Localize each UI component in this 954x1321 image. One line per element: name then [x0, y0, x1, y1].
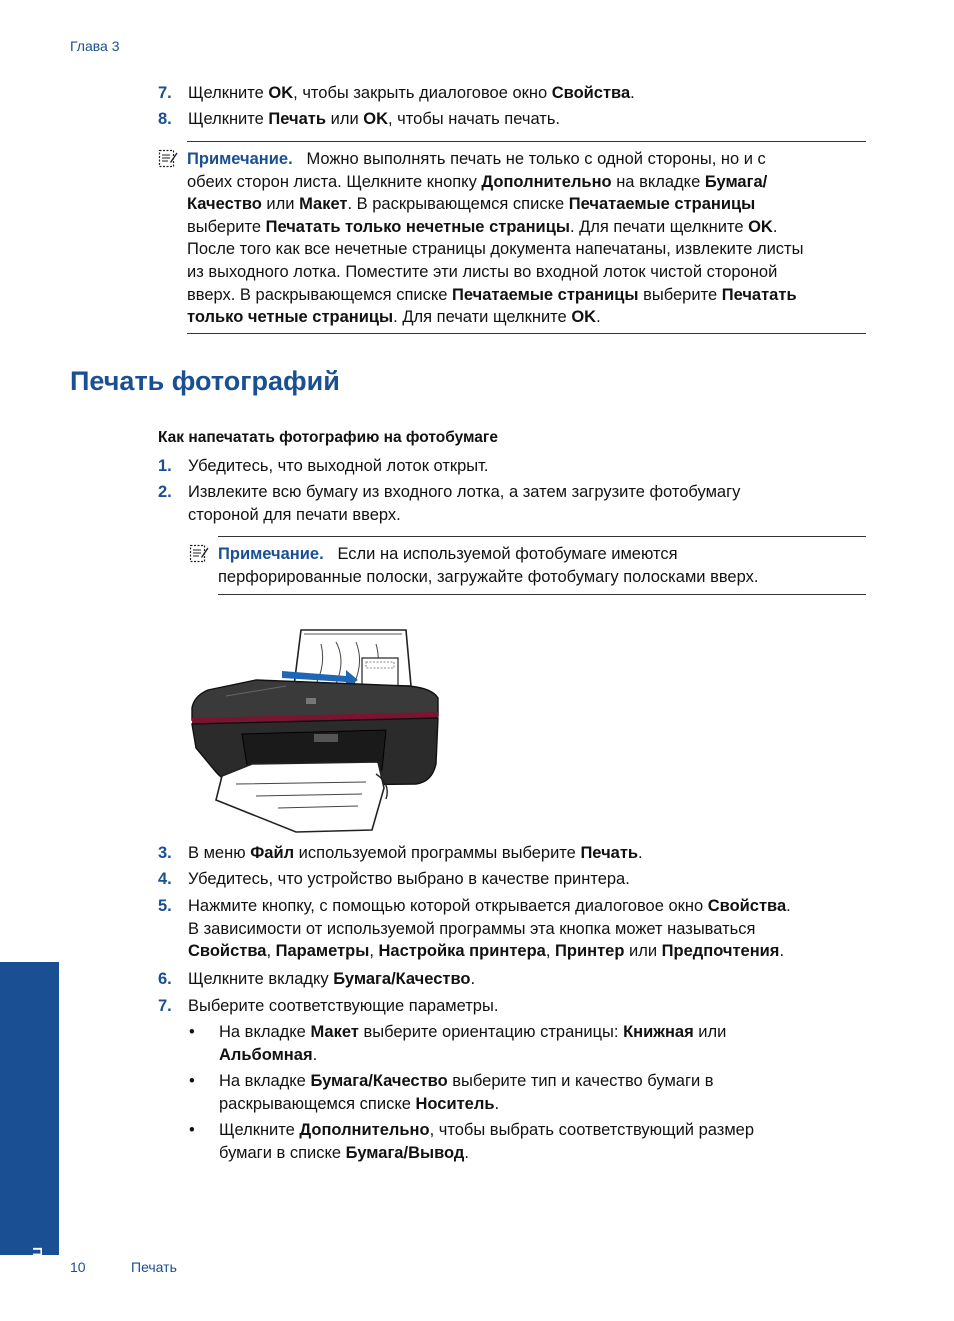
bold-term: Настройка принтера — [378, 942, 546, 961]
text-run: Щелкните — [188, 110, 269, 128]
text-run: Щелкните — [219, 1121, 300, 1139]
text-run: Нажмите кнопку, с помощью которой открывается диалоговое окно — [188, 897, 708, 915]
text-line — [188, 82, 868, 105]
bullet-symbol: • — [189, 1121, 195, 1139]
bold-term: Качество — [187, 195, 262, 214]
text-run: бумаги в списке — [219, 1143, 346, 1162]
text-line — [187, 261, 877, 284]
text-line — [188, 940, 868, 963]
text-line — [188, 108, 868, 131]
note-bottom-rule — [218, 594, 866, 595]
bold-term: Свойства — [188, 942, 267, 961]
bold-term: Альбомная — [219, 1045, 313, 1064]
text-run: выберите — [638, 285, 722, 304]
text-run: . — [779, 942, 785, 961]
text-line — [188, 995, 868, 1018]
step-number: 4. — [158, 870, 172, 888]
step-text — [188, 82, 868, 105]
step-text — [188, 455, 868, 478]
text-run: или — [693, 1023, 727, 1041]
note-block — [218, 543, 878, 588]
bold-term: Печатать только нечетные страницы — [265, 217, 570, 236]
bold-term: Бумага/Качество — [333, 970, 471, 988]
text-run: , — [369, 942, 379, 961]
bold-term: Печатаемые страницы — [452, 285, 639, 304]
text-run: . — [630, 84, 635, 102]
text-run: на вкладке — [611, 172, 705, 191]
step-text — [188, 895, 868, 963]
step-text — [188, 868, 868, 891]
bold-term: Носитель — [415, 1094, 495, 1113]
text-run: выберите тип и качество бумаги в — [447, 1072, 714, 1090]
text-run: . Для печати щелкните — [393, 308, 572, 327]
bold-term: Принтер — [555, 942, 625, 961]
bold-term: OK — [268, 84, 294, 102]
bold-term: Дополнительно — [481, 172, 612, 191]
text-run: обеих сторон листа. Щелкните кнопку — [187, 172, 482, 191]
bold-term: OK — [571, 308, 597, 327]
text-line — [219, 1142, 819, 1165]
text-run: . — [786, 897, 791, 915]
text-run: Извлеките всю бумагу из входного лотка, а затем загрузите фотобумагу — [188, 483, 741, 501]
text-run: . — [596, 308, 601, 327]
bold-term: Макет — [299, 195, 348, 214]
text-line — [188, 481, 868, 504]
text-run: . Для печати щелкните — [569, 217, 749, 236]
text-line — [219, 1044, 819, 1067]
step-text — [188, 481, 868, 526]
text-run: Убедитесь, что выходной лоток открыт. — [188, 457, 489, 475]
note-label: Примечание. — [218, 545, 324, 563]
text-line — [219, 1093, 819, 1116]
side-tab — [0, 962, 59, 1293]
bullet-symbol: • — [189, 1023, 195, 1041]
step-text — [188, 842, 868, 865]
bold-term: только четные страницы — [187, 308, 394, 327]
text-run: , — [266, 942, 276, 961]
bold-term: Печатаемые страницы — [568, 195, 756, 214]
text-run: перфорированные полоски, загружайте фотобумагу полосками вверх. — [218, 567, 759, 586]
text-run: или — [261, 195, 300, 214]
step-text — [188, 968, 868, 991]
step-number: 1. — [158, 457, 172, 475]
text-run: из выходного лотка. Поместите эти листы во входной лоток чистой стороной — [187, 262, 778, 281]
text-line — [188, 968, 868, 991]
text-run: . — [772, 217, 778, 236]
note-top-rule — [218, 536, 866, 537]
chapter-label: Глава 3 — [70, 38, 120, 54]
text-line — [219, 1119, 819, 1142]
printer-illustration — [186, 624, 442, 834]
text-run: После того как все нечетные страницы документа напечатаны, извлеките листы — [187, 240, 804, 259]
step-text — [188, 108, 868, 131]
text-line — [188, 895, 868, 918]
bold-term: Дополнительно — [299, 1121, 430, 1139]
note-icon — [189, 543, 209, 563]
side-tab-label: Печать — [30, 1247, 45, 1293]
text-run: . В раскрывающемся списке — [347, 195, 569, 214]
text-line — [187, 193, 877, 216]
note-top-rule — [187, 141, 866, 142]
bullet-symbol: • — [189, 1072, 195, 1090]
note-bottom-rule — [187, 333, 866, 334]
text-run: , чтобы начать печать. — [388, 110, 560, 128]
step-number: 5. — [158, 897, 172, 915]
text-run: раскрывающемся списке — [219, 1094, 416, 1113]
text-run: Выберите соответствующие параметры. — [188, 997, 499, 1015]
note-block — [187, 148, 877, 329]
bold-term: OK — [748, 217, 773, 236]
bold-term: Печатать — [721, 285, 797, 304]
note-icon — [158, 148, 178, 168]
text-run: Щелкните вкладку — [188, 970, 334, 988]
step-number: 8. — [158, 110, 172, 128]
text-line — [188, 868, 868, 891]
bullet-text — [219, 1021, 819, 1066]
step-number: 6. — [158, 970, 172, 988]
procedure-heading: Как напечатать фотографию на фотобумаге — [158, 429, 498, 446]
text-run: Если на используемой фотобумаге имеются — [337, 545, 678, 563]
bold-term: Свойства — [551, 84, 631, 102]
text-line — [187, 148, 877, 171]
text-run: или — [624, 942, 662, 961]
text-line — [188, 842, 868, 865]
text-line — [187, 171, 877, 194]
text-run: используемой программы выберите — [294, 844, 581, 862]
text-line — [188, 504, 868, 527]
bold-term: Бумага/ — [704, 172, 768, 191]
text-run: . — [638, 844, 643, 862]
text-line — [219, 1021, 819, 1044]
bold-term: Параметры — [275, 942, 370, 961]
text-run: . — [494, 1094, 500, 1113]
text-run: выберите — [187, 217, 266, 236]
section-title: Печать фотографий — [70, 366, 340, 396]
bold-term: Свойства — [707, 897, 787, 915]
note-label: Примечание. — [187, 150, 293, 168]
text-run: Убедитесь, что устройство выбрано в качестве принтера. — [188, 870, 630, 888]
bold-term: Печать — [580, 844, 639, 862]
bullet-text — [219, 1119, 819, 1164]
text-run: В меню — [188, 844, 251, 862]
footer-section: Печать — [131, 1259, 177, 1275]
step-number: 3. — [158, 844, 172, 862]
text-line — [188, 455, 868, 478]
text-line — [187, 238, 877, 261]
bold-term: Макет — [310, 1023, 359, 1041]
step-number: 7. — [158, 84, 172, 102]
bold-term: Бумага/Качество — [310, 1072, 448, 1090]
step-text — [188, 995, 868, 1018]
text-run: , чтобы выбрать соответствующий размер — [429, 1121, 755, 1139]
text-line — [187, 306, 877, 329]
text-run: В зависимости от используемой программы эта кнопка может называться — [188, 919, 756, 938]
text-run: Щелкните — [188, 84, 269, 102]
step-number: 2. — [158, 483, 172, 501]
text-run: стороной для печати вверх. — [188, 505, 401, 524]
bold-term: Файл — [250, 844, 295, 862]
text-line — [218, 543, 878, 566]
bullet-text — [219, 1070, 819, 1115]
bold-term: Книжная — [623, 1023, 694, 1041]
bold-term: Печать — [268, 110, 327, 128]
text-line — [187, 216, 877, 239]
text-line — [219, 1070, 819, 1093]
text-run: . — [470, 970, 476, 988]
bold-term: Предпочтения — [661, 942, 780, 961]
text-run: вверх. В раскрывающемся списке — [187, 285, 453, 304]
text-run: , — [545, 942, 556, 961]
text-run: Можно выполнять печать не только с одной стороны, но и с — [306, 150, 766, 168]
bold-term: Бумага/Вывод — [345, 1143, 465, 1162]
text-line — [188, 918, 868, 941]
text-run: На вкладке — [219, 1023, 311, 1041]
text-run: . — [464, 1143, 469, 1162]
page-number: 10 — [70, 1259, 86, 1275]
text-line — [218, 566, 878, 589]
text-run: выберите ориентацию страницы: — [358, 1023, 624, 1041]
text-run: На вкладке — [219, 1072, 311, 1090]
bold-term: OK — [363, 110, 388, 128]
text-line — [187, 284, 877, 307]
text-run: или — [326, 110, 364, 128]
step-number: 7. — [158, 997, 172, 1015]
text-run: , чтобы закрыть диалоговое окно — [293, 84, 552, 102]
text-run: . — [312, 1045, 318, 1064]
